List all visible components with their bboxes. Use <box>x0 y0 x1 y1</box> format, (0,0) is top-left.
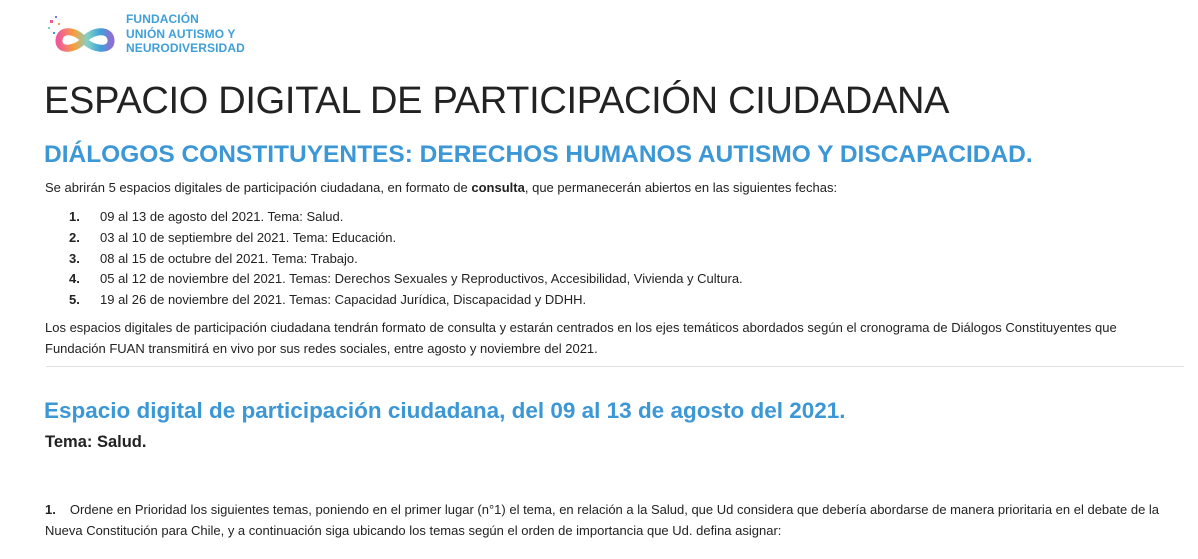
section-heading-dialogos: DIÁLOGOS CONSTITUYENTES: DERECHOS HUMANOS AUTISMO Y DISCAPACIDAD. <box>44 141 1033 168</box>
list-item <box>45 228 743 249</box>
description-paragraph: Los espacios digitales de participación ciudadana tendrán formato de consulta y estarán centrados en los ejes temáticos abordados según el cronograma de Diálogos Constituyentes que Fundación FUAN transmitirá en vivo por sus redes sociales, entre agosto y noviembre del 2021. <box>45 320 1117 356</box>
intro-text-before: Se abrirán 5 espacios digitales de participación ciudadana, en formato de <box>45 180 472 195</box>
list-item-number: 2. <box>69 229 80 245</box>
fuan-logo[interactable] <box>46 12 245 56</box>
question-number: 1. <box>45 502 56 517</box>
logo-line-2: UNIÓN AUTISMO Y <box>126 26 236 41</box>
question-text: Ordene en Prioridad los siguientes temas, poniendo en el primer lugar (n°1) el tema, en relación a la Salud, que Ud considera que debería abordarse de manera prioritaria en el debate de la Nueva Constitución para Chile, y a continuación siga ubicando los temas según el orden de importancia que Ud. defina asignar: <box>45 502 1160 538</box>
list-item-number: 1. <box>69 209 80 224</box>
logo-text <box>126 12 245 56</box>
list-item-number: 4. <box>69 271 80 287</box>
intro-text-bold: consulta <box>471 180 525 195</box>
list-item <box>45 269 743 290</box>
logo-line-1: FUNDACIÓN <box>126 12 199 27</box>
intro-paragraph <box>45 179 837 196</box>
list-item-text: 05 al 12 de noviembre del 2021. Temas: Derechos Sexuales y Reproductivos, Accesibilidad, Vivienda y Cultura. <box>100 271 743 287</box>
list-item <box>45 249 743 270</box>
intro-text-after: , que permanecerán abiertos en las siguientes fechas: <box>524 180 838 195</box>
list-item-number: 5. <box>69 292 80 308</box>
list-item <box>45 290 743 311</box>
question-1 <box>45 500 1175 541</box>
list-item-text: 03 al 10 de septiembre del 2021. Tema: Educación. <box>100 229 397 245</box>
consultation-section-title: Espacio digital de participación ciudadana, del 09 al 13 de agosto del 2021. <box>44 398 846 423</box>
consultation-topic: Tema: Salud. <box>45 433 147 451</box>
section-divider <box>46 366 1184 367</box>
page-title: ESPACIO DIGITAL DE PARTICIPACIÓN CIUDADANA <box>44 80 950 122</box>
list-item-text: 09 al 13 de agosto del 2021. Tema: Salud. <box>100 209 344 224</box>
list-item-text: 08 al 15 de octubre del 2021. Tema: Trabajo. <box>100 250 358 266</box>
schedule-list <box>45 207 743 311</box>
infinity-logo-icon <box>46 12 122 56</box>
list-item <box>45 207 743 228</box>
list-item-number: 3. <box>69 250 80 266</box>
list-item-text: 19 al 26 de noviembre del 2021. Temas: Capacidad Jurídica, Discapacidad y DDHH. <box>100 292 587 308</box>
logo-line-3: NEURODIVERSIDAD <box>126 41 245 56</box>
